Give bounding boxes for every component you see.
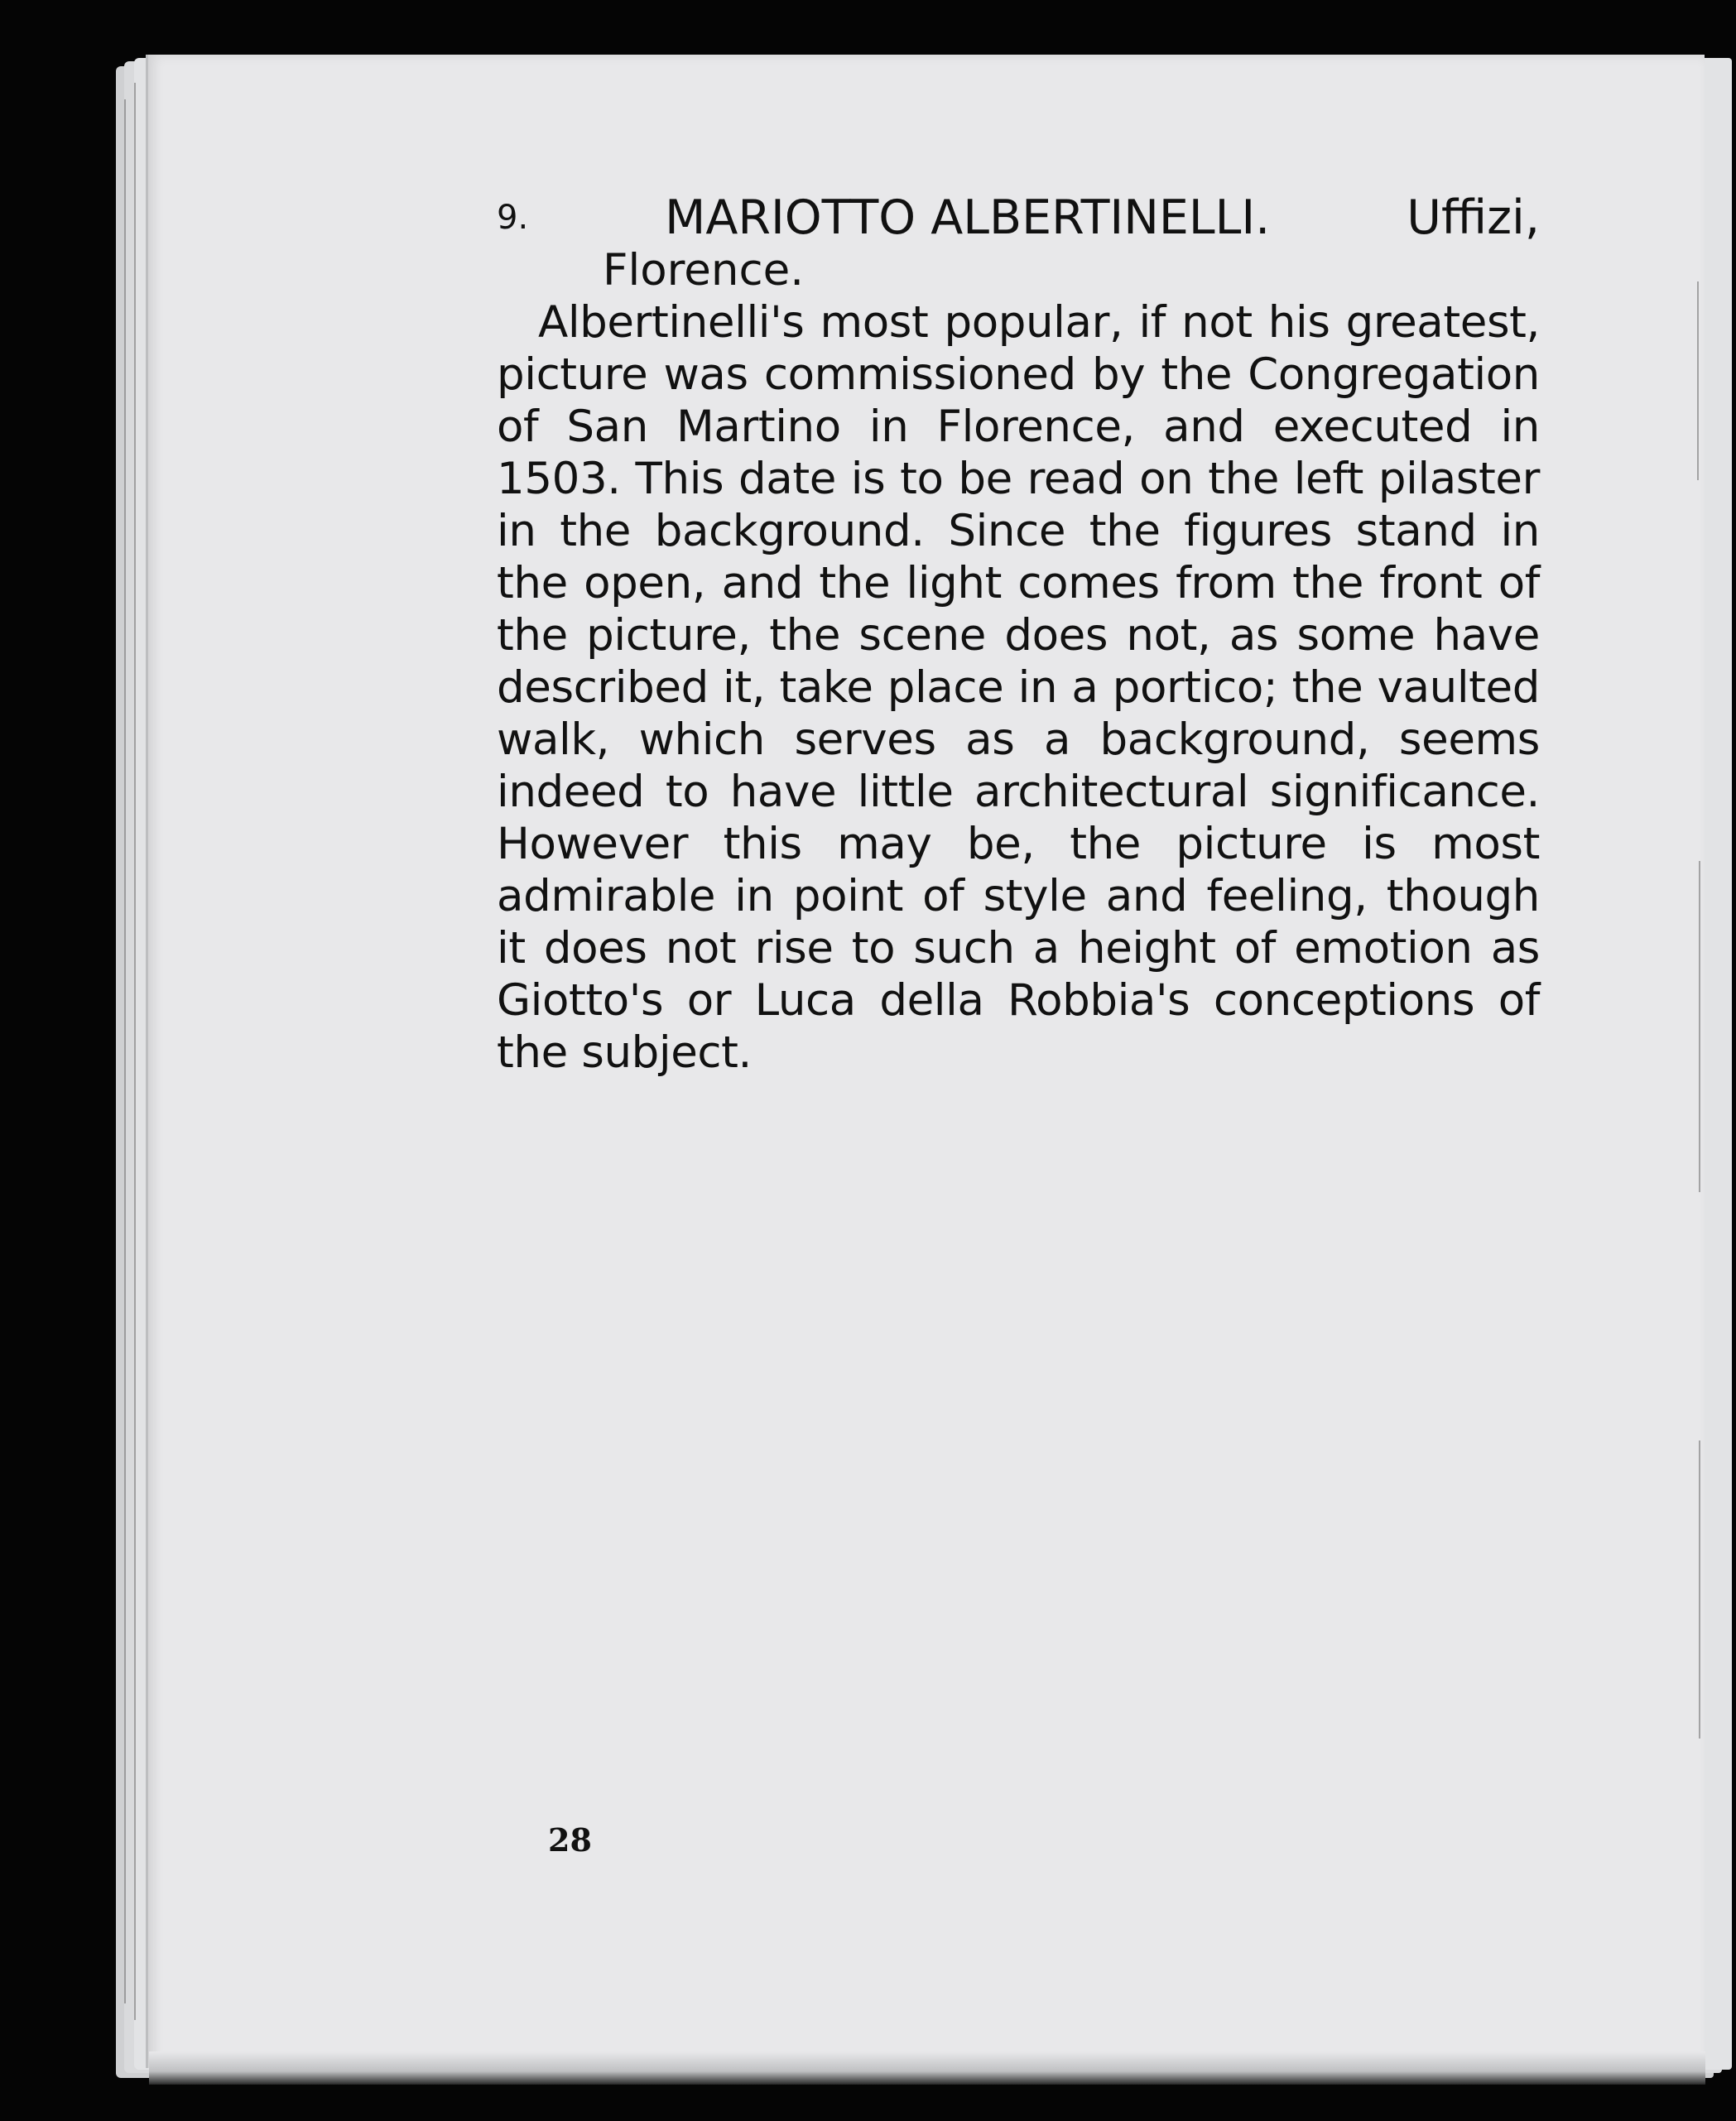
entry-heading — [497, 192, 1540, 244]
page-edge-line — [1697, 281, 1699, 480]
entry-body-paragraph: Albertinelli's most popular, if not his greatest, picture was commissioned by the Congregation of San Martino in Florence, and executed in 1503. This date is to be read on the left pilaster in the background. Since the figures stand in the open, and the light comes from the front of the picture, the scene does not, as some have described it, take place in a portico; the vaulted walk, which serves as a background, seems indeed to have little architectural significance. However this may be, the picture is most admirable in point of style and feeling, though it does not rise to such a height of emotion as Giotto's or Luca della Robbia's conceptions of the subject. — [497, 297, 1540, 1078]
entry-location-continued: Florence. — [603, 245, 805, 296]
page-number: 28 — [548, 1821, 592, 1859]
page-edge-line — [134, 83, 136, 2020]
page-edge-line — [1699, 861, 1700, 1192]
page-bottom-edge — [149, 2051, 1705, 2085]
entry-number: 9. — [497, 199, 529, 237]
entry-location: Uffizi, — [1407, 190, 1540, 245]
entry-title: MARIOTTO ALBERTINELLI. — [665, 190, 1271, 245]
entry-text-block — [497, 192, 1540, 1079]
page-edge-line — [1699, 1440, 1700, 1739]
page-edge-line — [124, 99, 126, 2003]
